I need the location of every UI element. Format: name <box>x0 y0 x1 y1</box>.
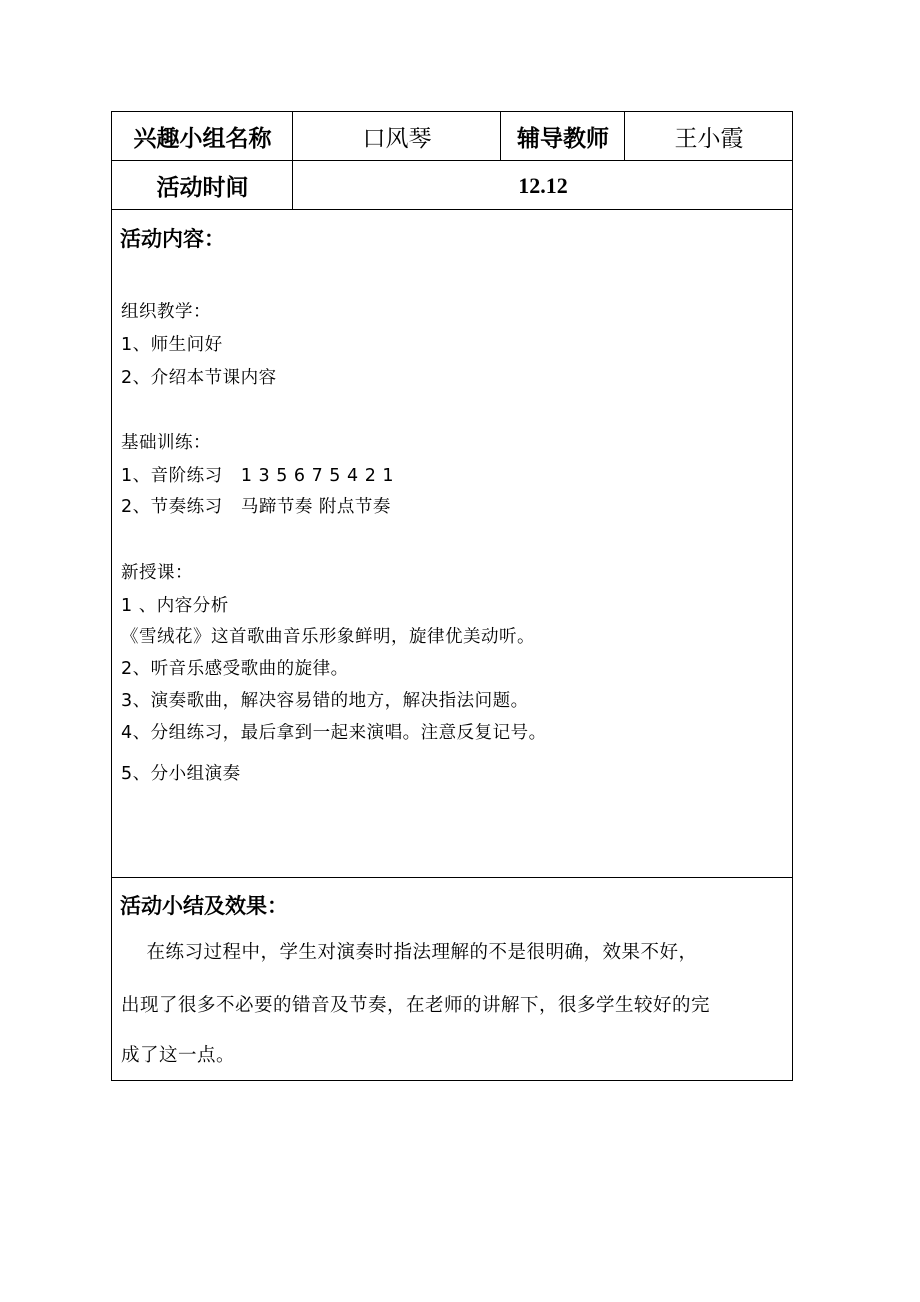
content-line: 5、分小组演奏 <box>121 764 241 784</box>
activity-record-table <box>111 111 793 1081</box>
summary-line: 出现了很多不必要的错音及节奏，在老师的讲解下，很多学生较好的完 <box>121 995 711 1016</box>
group-name-label: 兴趣小组名称 <box>133 126 272 152</box>
teacher-value: 王小霞 <box>674 126 744 152</box>
divider <box>624 112 625 161</box>
content-title: 活动内容： <box>120 227 225 251</box>
content-line: 《雪绒花》这首歌曲音乐形象鲜明，旋律优美动听。 <box>121 627 535 647</box>
teacher-label: 辅导教师 <box>517 126 609 152</box>
divider <box>112 209 792 210</box>
summary-line: 成了这一点。 <box>121 1045 236 1066</box>
section-heading: 基础训练： <box>121 433 211 453</box>
content-line: 3、演奏歌曲，解决容易错的地方，解决指法问题。 <box>121 691 529 711</box>
activity-time-label: 活动时间 <box>156 175 249 201</box>
summary-line: 在练习过程中，学生对演奏时指法理解的不是很明确，效果不好， <box>121 942 698 963</box>
summary-title: 活动小结及效果： <box>120 894 288 918</box>
divider <box>500 112 501 161</box>
content-line: 4、分组练习，最后拿到一起来演唱。注意反复记号。 <box>121 723 547 743</box>
content-line: 2、节奏练习 马蹄节奏 附点节奏 <box>121 497 391 517</box>
content-line: 1 、内容分析 <box>121 596 229 616</box>
activity-time-value <box>293 161 793 210</box>
group-name-value: 口风琴 <box>362 126 432 152</box>
activity-date: 12.12 <box>518 172 568 198</box>
divider <box>112 877 792 878</box>
content-line: 1、师生问好 <box>121 335 223 355</box>
content-line: 1、音阶练习 1 3 5 6 7 5 4 2 1 <box>121 466 395 486</box>
section-heading: 新授课： <box>121 563 193 583</box>
section-heading: 组织教学： <box>121 302 211 322</box>
content-line: 2、听音乐感受歌曲的旋律。 <box>121 659 349 679</box>
content-line: 2、介绍本节课内容 <box>121 368 277 388</box>
